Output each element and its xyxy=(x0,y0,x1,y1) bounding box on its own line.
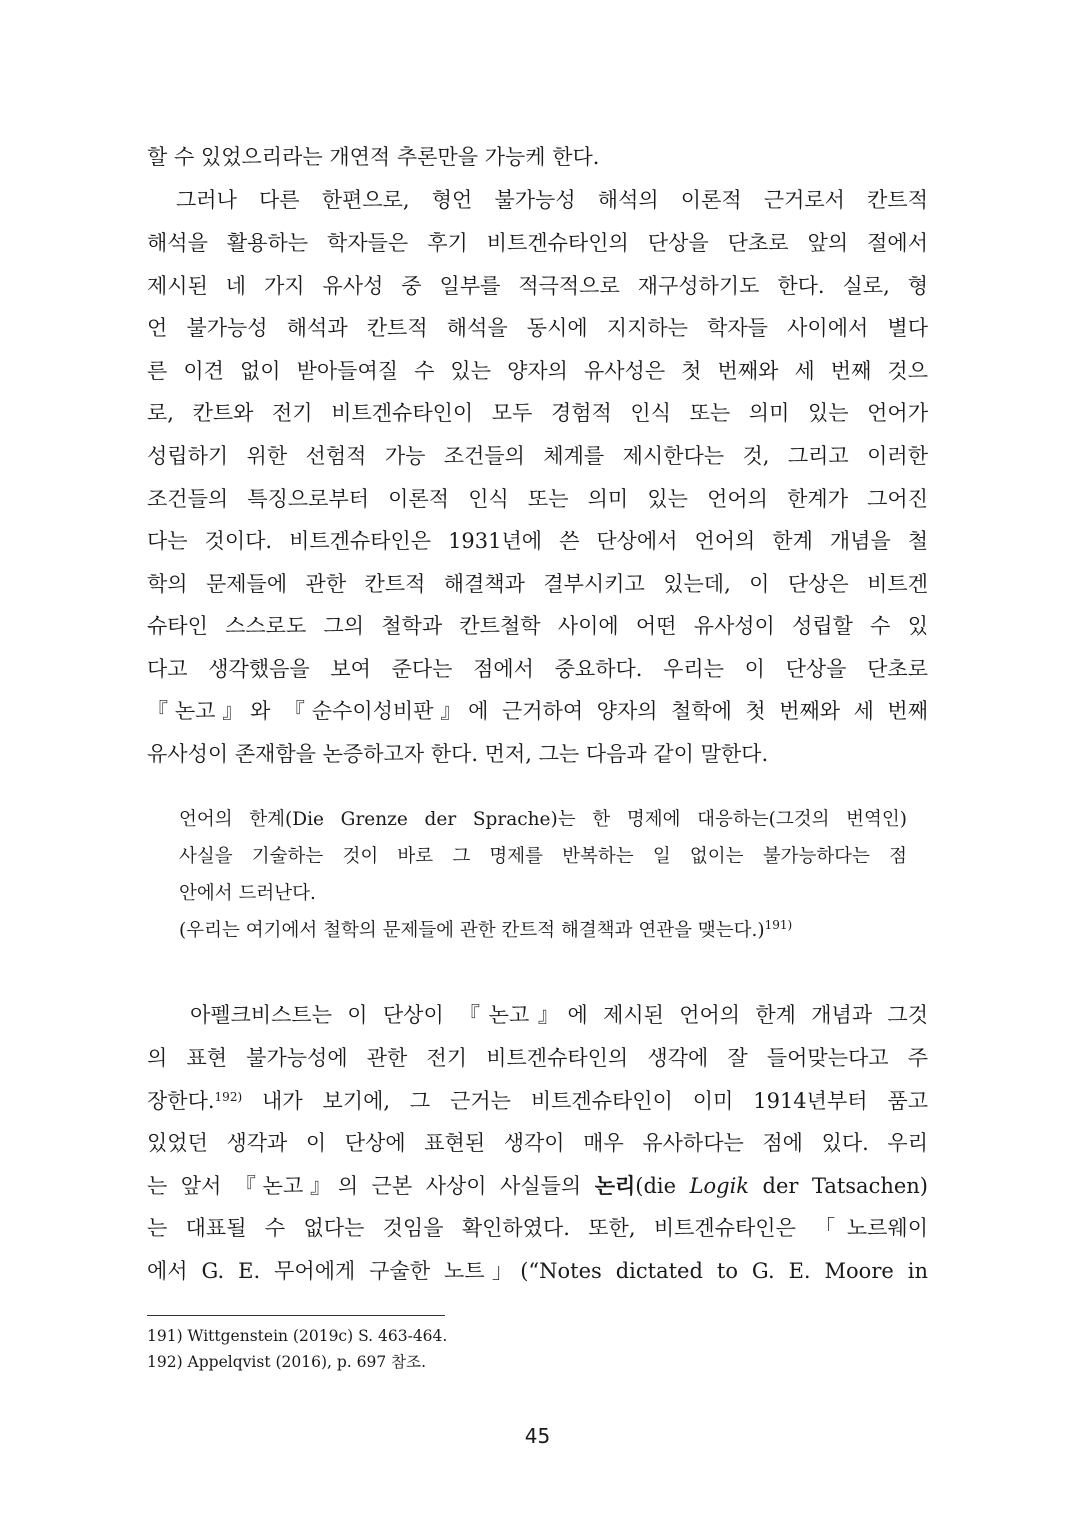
paragraph-line: 있었던 생각과 이 단상에 표현된 생각이 매우 유사하다는 점에 있다. 우리 xyxy=(147,1131,928,1155)
bold-term: 논리 xyxy=(594,1173,636,1198)
paragraph-line: 『논고』와 『순수이성비판』에 근거하여 양자의 철학에 첫 번째와 세 번째 xyxy=(147,699,928,723)
paragraph-line: 로, 칸트와 전기 비트겐슈타인이 모두 경험적 인식 또는 의미 있는 언어가 xyxy=(147,401,928,425)
quote-line: 안에서 드러난다. xyxy=(179,883,316,904)
paragraph-line: 제시된 네 가지 유사성 중 일부를 적극적으로 재구성하기도 한다. 실로, 형 xyxy=(147,274,928,298)
quote-line: 사실을 기술하는 것이 바로 그 명제를 반복하는 일 없이는 불가능하다는 점 xyxy=(179,846,907,867)
quote-line: 언어의 한계(Die Grenze der Sprache)는 한 명제에 대응하는(그것의 번역인) xyxy=(179,809,907,830)
paragraph-line: 조건들의 특징으로부터 이론적 인식 또는 의미 있는 언어의 한계가 그어진 xyxy=(147,487,928,511)
italic-term: Logik xyxy=(689,1174,750,1198)
paragraph-line: 른 이견 없이 받아들여질 수 있는 양자의 유사성은 첫 번째와 세 번째 것으 xyxy=(147,359,928,383)
paragraph-line: 슈타인 스스로도 그의 철학과 칸트철학 사이에 어떤 유사성이 성립할 수 있 xyxy=(147,614,928,638)
paragraph-line: 그러나 다른 한편으로, 형언 불가능성 해석의 이론적 근거로서 칸트적 xyxy=(176,188,928,212)
footnote-divider xyxy=(147,1315,445,1316)
text-run: 장한다. xyxy=(147,1089,215,1113)
text-run: der Tatsachen) xyxy=(749,1174,929,1198)
paragraph-line: 다는 것이다. 비트겐슈타인은 1931년에 쓴 단상에서 언어의 한계 개념을 철 xyxy=(147,529,928,553)
paragraph-line: 할 수 있었으리라는 개연적 추론만을 가능케 한다. xyxy=(147,145,600,169)
footnote-191: 191) Wittgenstein (2019c) S. 463-464. xyxy=(147,1327,448,1345)
page-number: 45 xyxy=(524,1424,551,1448)
text-run: 는 앞서 『논고』의 근본 사상이 사실들의 xyxy=(147,1174,595,1198)
paragraph-line: 에서 G. E. 무어에게 구술한 노트」(“Notes dictated to G. E. Moore in xyxy=(147,1259,928,1283)
quote-note-text: (우리는 여기에서 철학의 문제들에 관한 칸트적 해결책과 연관을 맺는다.) xyxy=(179,920,765,941)
paragraph-line: 성립하기 위한 선험적 가능 조건들의 체계를 제시한다는 것, 그리고 이러한 xyxy=(147,444,928,468)
paragraph-line: 는 대표될 수 없다는 것임을 확인하였다. 또한, 비트겐슈타인은 「노르웨이 xyxy=(147,1216,928,1240)
paragraph-line: 의 표현 불가능성에 관한 전기 비트겐슈타인의 생각에 잘 들어맞는다고 주 xyxy=(147,1046,928,1070)
text-run: 내가 보기에, 그 근거는 비트겐슈타인이 이미 1914년부터 품고 xyxy=(242,1089,928,1113)
quote-note-line xyxy=(179,917,907,944)
paragraph-line: 유사성이 존재함을 논증하고자 한다. 먼저, 그는 다음과 같이 말한다. xyxy=(147,742,769,766)
paragraph-line: 언 불가능성 해석과 칸트적 해석을 동시에 지지하는 학자들 사이에서 별다 xyxy=(147,316,928,340)
footnote-ref-191[interactable]: 191) xyxy=(764,918,793,932)
footnote-192: 192) Appelqvist (2016), p. 697 참조. xyxy=(147,1353,427,1371)
paragraph-line: 다고 생각했음을 보여 준다는 점에서 중요하다. 우리는 이 단상을 단초로 xyxy=(147,657,928,681)
footnote-ref-192[interactable]: 192) xyxy=(214,1090,243,1104)
paragraph-line xyxy=(147,1086,928,1116)
paragraph-line: 학의 문제들에 관한 칸트적 해결책과 결부시키고 있는데, 이 단상은 비트겐 xyxy=(147,572,928,596)
paragraph-line: 해석을 활용하는 학자들은 후기 비트겐슈타인의 단상을 단초로 앞의 절에서 xyxy=(147,231,928,255)
paragraph-line: 아펠크비스트는 이 단상이 『논고』에 제시된 언어의 한계 개념과 그것 xyxy=(190,1003,928,1027)
text-run: (die xyxy=(635,1174,690,1198)
paragraph-line xyxy=(147,1171,928,1201)
